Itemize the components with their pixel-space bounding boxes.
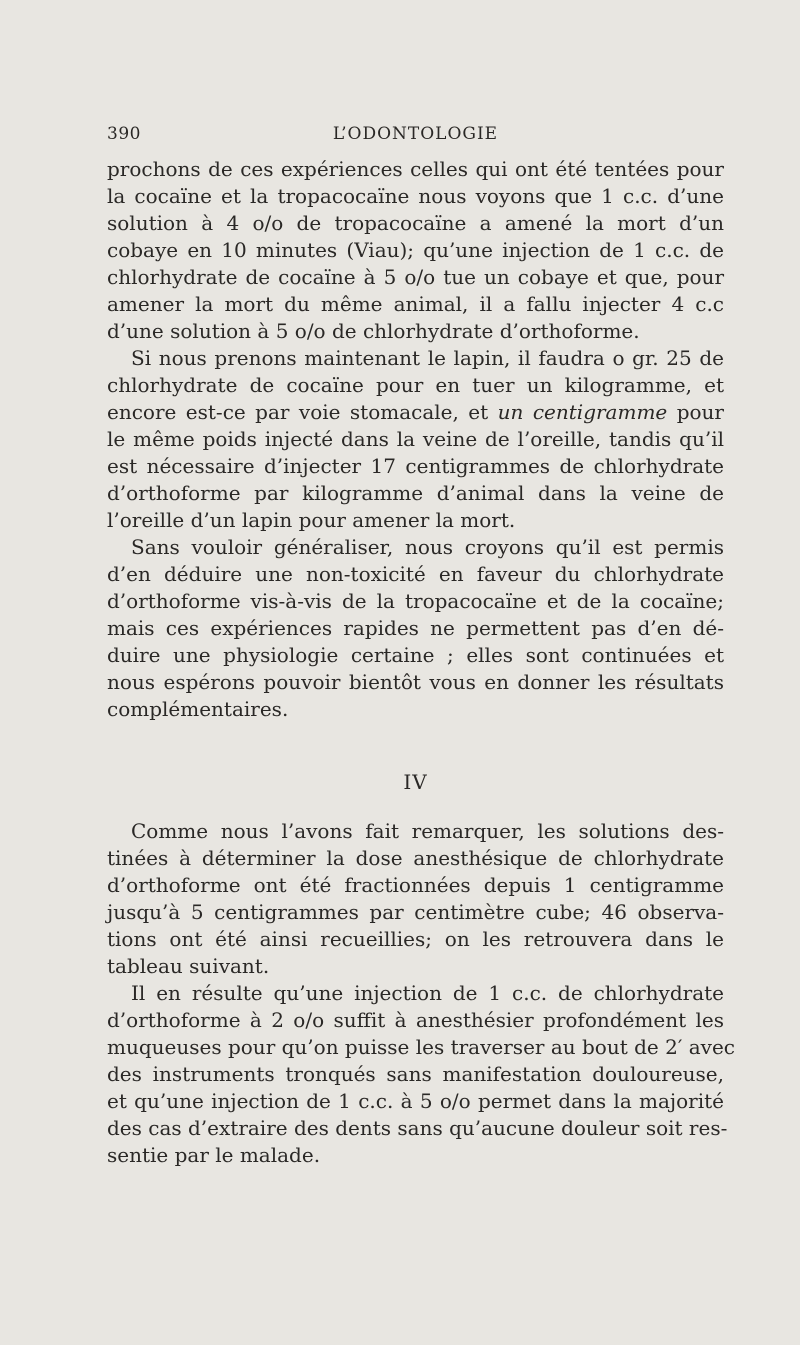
text-line: la cocaïne et la tropacocaïne nous voyons que 1 c.c. d’une [107, 184, 724, 208]
text-line: Sans vouloir généraliser, nous croyons qu’il est permis [131, 535, 724, 559]
text-line: muqueuses pour qu’on puisse les traverser au bout de 2′ avec [107, 1035, 735, 1059]
paragraph-5 [107, 980, 735, 1169]
paragraph-3 [107, 534, 724, 723]
text-line: Comme nous l’avons fait remarquer, les solutions des- [131, 819, 724, 843]
text-line: sentie par le malade. [107, 1143, 321, 1167]
text-line: le même poids injecté dans la veine de l’oreille, tandis qu’il [107, 427, 724, 451]
text-line: jusqu’à 5 centigrammes par centimètre cube; 46 observa- [107, 900, 724, 924]
text-segment: encore est-ce par voie stomacale, et [107, 400, 489, 424]
text-line: d’orthoforme ont été fractionnées depuis 1 centigramme [107, 873, 724, 897]
running-head: L’ODONTOLOGIE [332, 124, 499, 144]
text-line: d’en déduire une non-toxicité en faveur du chlorhydrate [107, 562, 724, 586]
text-line: tions ont été ainsi recueillies; on les retrouvera dans le [107, 927, 724, 951]
text-line: d’orthoforme à 2 o/o suffit à anesthésier profondément les [107, 1008, 724, 1032]
text-line: est nécessaire d’injecter 17 centigrammes de chlorhydrate [107, 454, 724, 478]
paragraph-4 [107, 818, 724, 980]
text-line: complémentaires. [107, 697, 289, 721]
text-line: d’une solution à 5 o/o de chlorhydrate d’orthoforme. [107, 319, 640, 343]
page-header [107, 124, 724, 150]
text-line: Si nous prenons maintenant le lapin, il faudra o gr. 25 de [131, 346, 724, 370]
section-heading: IV [403, 770, 428, 794]
text-line: tableau suivant. [107, 954, 270, 978]
text-line: nous espérons pouvoir bientôt vous en donner les résultats [107, 670, 724, 694]
paragraph-1 [107, 156, 724, 345]
text-line: et qu’une injection de 1 c.c. à 5 o/o permet dans la majorité [107, 1089, 724, 1113]
text-line [107, 399, 724, 426]
text-line: prochons de ces expériences celles qui ont été tentées pour [107, 157, 724, 181]
text-line: amener la mort du même animal, il a fallu injecter 4 c.c [107, 292, 724, 316]
text-line: des cas d’extraire des dents sans qu’aucune douleur soit res- [107, 1116, 728, 1140]
text-line: chlorhydrate de cocaïne à 5 o/o tue un cobaye et que, pour [107, 265, 724, 289]
text-line: chlorhydrate de cocaïne pour en tuer un kilogramme, et [107, 373, 724, 397]
text-line: d’orthoforme vis-à-vis de la tropacocaïne et de la cocaïne; [107, 589, 724, 613]
text-line: mais ces expériences rapides ne permettent pas d’en dé- [107, 616, 724, 640]
text-line: des instruments tronqués sans manifestation douloureuse, [107, 1062, 724, 1086]
paragraph-2 [107, 345, 724, 534]
text-segment: pour [676, 400, 724, 424]
text-line: l’oreille d’un lapin pour amener la mort. [107, 508, 516, 532]
page-number: 390 [107, 124, 141, 144]
text-line: solution à 4 o/o de tropacocaïne a amené la mort d’un [107, 211, 724, 235]
text-line: d’orthoforme par kilogramme d’animal dans la veine de [107, 481, 724, 505]
italic-phrase: un centigramme [497, 400, 668, 424]
text-line: Il en résulte qu’une injection de 1 c.c. de chlorhydrate [131, 981, 724, 1005]
text-line: tinées à déterminer la dose anesthésique de chlorhydrate [107, 846, 724, 870]
text-line: duire une physiologie certaine ; elles sont continuées et [107, 643, 724, 667]
text-line: cobaye en 10 minutes (Viau); qu’une injection de 1 c.c. de [107, 238, 724, 262]
